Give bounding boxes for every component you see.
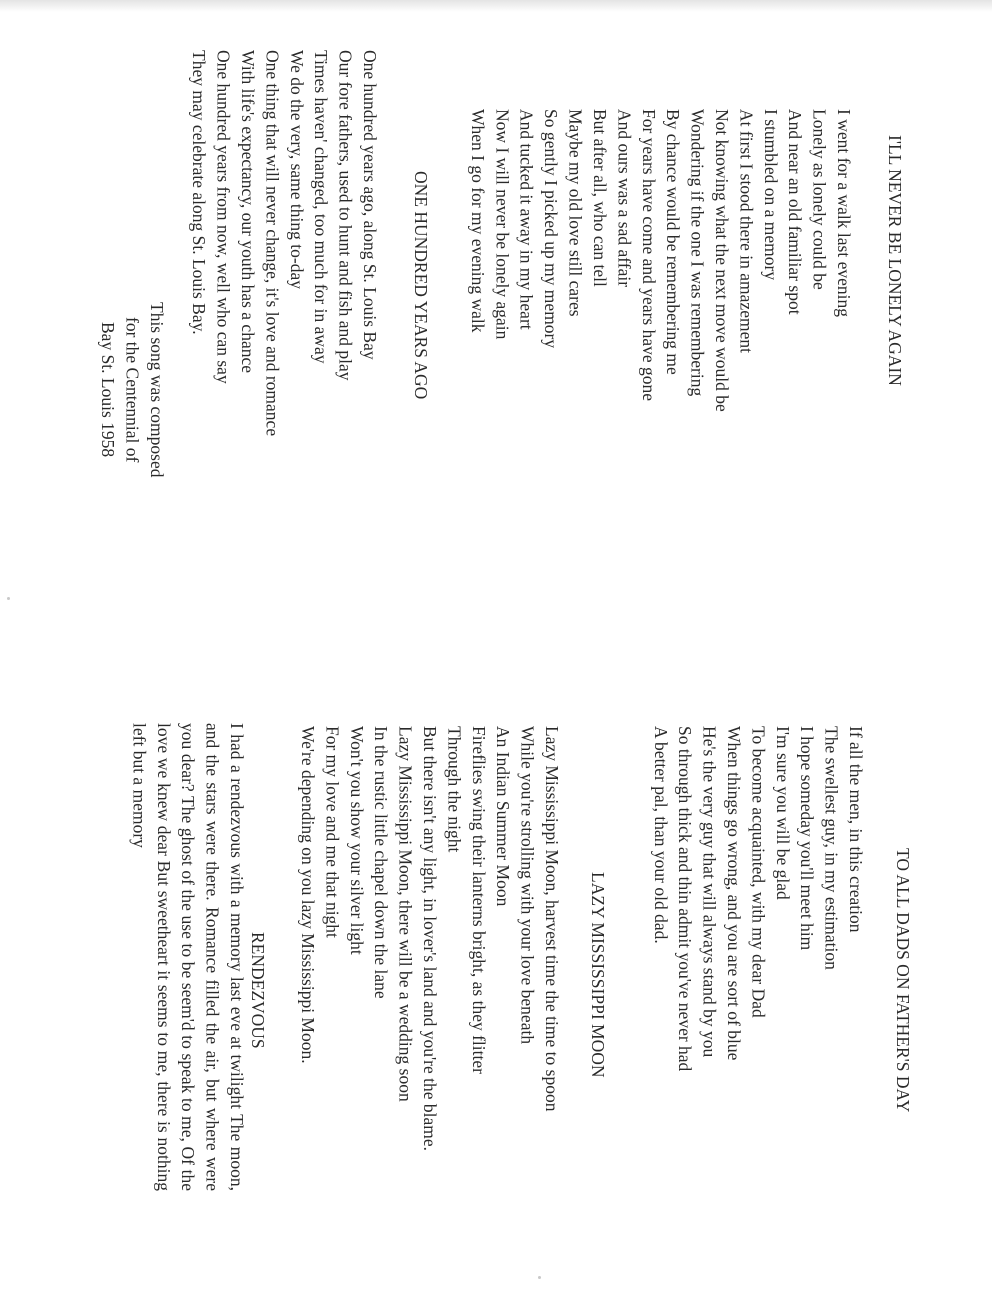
poem-line: One hundred years from now, well who can say: [213, 50, 234, 384]
scan-speck: [538, 1276, 541, 1279]
poem-title-moon: LAZY MISSISSIPPI MOON: [588, 872, 608, 1078]
poem-body-dads: [648, 726, 868, 1071]
note-line: This song was composed: [147, 302, 167, 478]
poem-body-hundred: [187, 50, 382, 436]
poem-line: Now I will never be lonely again: [492, 109, 513, 340]
poem-line: To become acquainted, with my dear Dad: [748, 726, 769, 1018]
poem-line: But after all, who can tell: [589, 109, 610, 287]
poem-line: A better pal, than your old dad.: [650, 726, 671, 944]
note-line: for the Centennial of: [122, 317, 143, 463]
poem-line: For years have come and years have gone: [638, 109, 659, 402]
poem-line: We do the very, same thing to-day: [286, 50, 307, 289]
poem-line: Lonely as lonely could be: [809, 109, 830, 290]
poem-title-hundred: ONE HUNDRED YEARS AGO: [411, 170, 431, 400]
poem-line: Not knowing what the next move would be: [711, 109, 732, 412]
poem-title-lonely: I'LL NEVER BE LONELY AGAIN: [885, 134, 905, 386]
poem-line: One hundred years ago, along St. Louis Bay: [360, 50, 380, 360]
scan-speck: [7, 597, 10, 600]
poem-body-moon: [296, 726, 564, 1151]
poem-line: I stumbled on a memory: [760, 109, 781, 281]
poem-title-dads: TO ALL DADS ON FATHER'S DAY: [893, 847, 913, 1113]
poem-line: The swellest guy, in my estimation: [821, 726, 842, 970]
poem-line: We're depending on you lazy Mississippi Moon.: [297, 726, 318, 1064]
scan-top-shadow: [0, 0, 992, 12]
poem-line: By chance would be remembering me: [663, 109, 684, 375]
poem-line: I hope someday you'll meet him: [797, 726, 818, 951]
poem-line: So gently I picked up my memory: [541, 109, 562, 349]
poem-line: While you're strolling with your love beneath: [517, 726, 538, 1045]
poem-line: When I go for my evening walk: [467, 109, 488, 333]
poem-line: So through thick and thin admit you've never had: [675, 726, 696, 1072]
poem-line: And ours was a sad affair: [614, 109, 635, 288]
poem-line: If all the men, in this creation: [846, 726, 866, 933]
poem-line: And near an old familiar spot: [785, 109, 806, 315]
poem-line: Won't you show your silver light: [346, 726, 367, 955]
poem-line: When things go wrong, and you are sort of blue: [723, 726, 744, 1061]
poem-line: Lazy Mississippi Moon, there will be a wedding soon: [395, 726, 416, 1102]
poem-line: With life's expectancy, our youth has a chance: [237, 50, 258, 373]
poem-line: I went for a walk last evening: [834, 109, 854, 317]
poem-line: Lazy Mississippi Moon, harvest time the time to spoon: [542, 726, 562, 1112]
poem-line: Our fore fathers, used to hunt and fish and play: [335, 50, 356, 381]
poem-body-lonely: [466, 109, 857, 412]
poem-line: Through the night: [444, 726, 465, 853]
poem-line: He's the very guy that will always stand by you: [699, 726, 720, 1058]
poem-line: I'm sure you will be glad: [772, 726, 793, 900]
poem-line: Times haven' changed, too much for in away: [311, 50, 332, 364]
poem-title-rendezvous: RENDEZVOUS: [248, 931, 268, 1049]
poem-line: At first I stood there in amazement: [736, 109, 757, 353]
poem-line: For my love and me that night: [322, 726, 343, 938]
composition-note: [96, 290, 169, 490]
poem-line: One thing that will never change, it's love and romance: [262, 50, 283, 437]
note-line: Bay St. Louis 1958: [98, 322, 119, 458]
poem-body-rendezvous: I had a rendezvous with a memory last eve at twilight The moon, and the stars were there. Romance filled the air, but where were you dear? The ghost of the use to be seem'd to speak to me, Of the love we knew dear But sweetheart it seems to me, there is nothing left but a memory: [129, 723, 247, 1191]
poem-line: An Indian Summer Moon: [493, 726, 514, 907]
poem-line: In the rustic little chapel down the lane: [371, 726, 392, 999]
poem-line: Fireflies swing their lanterns bright, as they flitter: [468, 726, 489, 1074]
poem-line: Maybe my old love still cares: [565, 109, 586, 317]
poem-line: They may celebrate along St. Louis Bay.: [189, 50, 210, 335]
poem-line: Wondering if the one I was remembering: [687, 109, 708, 397]
poem-line: And tucked it away in my heart: [516, 109, 537, 330]
poem-line: But there isn't any light, in lover's land and you're the blame.: [419, 726, 440, 1151]
